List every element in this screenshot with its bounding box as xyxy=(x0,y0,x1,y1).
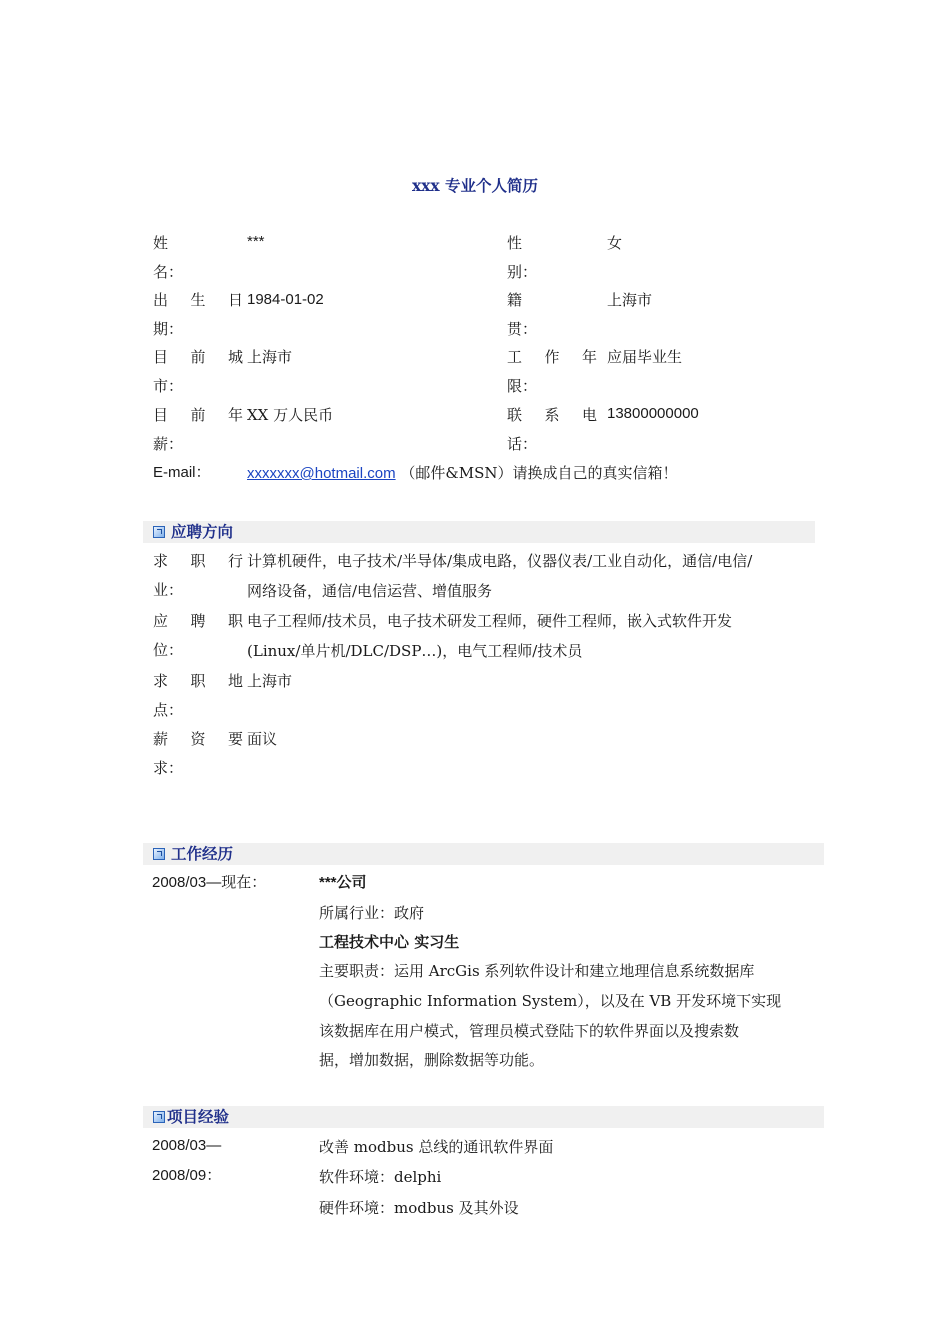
salary-label: 目 前 年 xyxy=(153,406,243,424)
location-label-cont: 点： xyxy=(153,701,184,719)
phone-label: 联 系 电 xyxy=(507,406,597,424)
position-line-2: (Linux/单片机/DLC/DSP…)，电气工程师/技术员 xyxy=(247,642,583,660)
work-header xyxy=(143,843,824,865)
project-name: 改善 modbus 总线的通讯软件界面 xyxy=(319,1138,554,1156)
industry-label-cont: 业： xyxy=(153,581,184,599)
section-arrow-icon xyxy=(153,1111,165,1123)
industry-line-2: 网络设备，通信/电信运营、增值服务 xyxy=(247,582,493,600)
work-years-label-cont: 限： xyxy=(507,377,538,395)
expected-salary-value: 面议 xyxy=(247,730,278,748)
city-label-cont: 市： xyxy=(153,377,184,395)
city-value: 上海市 xyxy=(247,348,293,366)
name-value: *** xyxy=(247,233,265,250)
work-duty-line-2: （Geographic Information System），以及在 VB 开发环境下实现 xyxy=(319,992,782,1010)
salary-value: XX 万人民币 xyxy=(247,406,334,424)
salary-label-cont: 薪： xyxy=(153,435,184,453)
project-software-env: 软件环境：delphi xyxy=(319,1168,442,1186)
email-link[interactable]: xxxxxxx@hotmail.com xyxy=(247,465,396,482)
position-line-1: 电子工程师/技术员，电子技术研发工程师，硬件工程师，嵌入式软件开发 xyxy=(247,612,733,630)
gender-value: 女 xyxy=(607,234,623,252)
project-header xyxy=(143,1106,824,1128)
work-duty-line-3: 该数据库在用户模式，管理员模式登陆下的软件界面以及搜索数 xyxy=(319,1022,740,1040)
work-period: 2008/03—现在： xyxy=(152,874,267,891)
work-duty-line-1: 主要职责：运用 ArcGis 系列软件设计和建立地理信息系统数据库 xyxy=(319,962,755,980)
birth-label: 出 生 日 xyxy=(153,291,243,309)
expected-salary-label-cont: 求： xyxy=(153,759,184,777)
project-period-end: 2008/09： xyxy=(152,1167,222,1184)
phone-value: 13800000000 xyxy=(607,405,699,422)
position-label: 应 聘 职 xyxy=(153,612,243,630)
birth-value: 1984-01-02 xyxy=(247,291,324,308)
work-company: ***公司 xyxy=(319,874,367,891)
job-intent-title: 应聘方向 xyxy=(171,523,234,541)
origin-label-cont: 贯： xyxy=(507,320,538,338)
work-dept-role: 工程技术中心 实习生 xyxy=(319,933,460,951)
name-label: 姓 xyxy=(153,234,169,252)
name-label-cont: 名： xyxy=(153,263,184,281)
expected-salary-label: 薪 资 要 xyxy=(153,730,243,748)
email-label: E-mail： xyxy=(153,464,211,481)
section-arrow-icon xyxy=(153,526,165,538)
job-intent-header xyxy=(143,521,815,543)
email-line xyxy=(247,463,678,484)
resume-title: xxx 专业个人简历 xyxy=(411,176,539,195)
position-label-cont: 位： xyxy=(153,641,184,659)
section-arrow-icon xyxy=(153,848,165,860)
location-label: 求 职 地 xyxy=(153,672,243,690)
work-duty-line-4: 据，增加数据，删除数据等功能。 xyxy=(319,1051,545,1069)
origin-label: 籍 xyxy=(507,291,523,309)
project-title: 项目经验 xyxy=(167,1108,230,1126)
city-label: 目 前 城 xyxy=(153,348,243,366)
birth-label-cont: 期： xyxy=(153,320,184,338)
work-years-value: 应届毕业生 xyxy=(607,348,683,366)
project-period-start: 2008/03— xyxy=(152,1137,222,1154)
phone-label-cont: 话： xyxy=(507,435,538,453)
industry-line-1: 计算机硬件，电子技术/半导体/集成电路，仪器仪表/工业自动化，通信/电信/ xyxy=(247,552,753,570)
email-note: （邮件&MSN）请换成自己的真实信箱！ xyxy=(400,464,678,482)
work-title: 工作经历 xyxy=(171,845,234,863)
gender-label: 性 xyxy=(507,234,523,252)
origin-value: 上海市 xyxy=(607,291,653,309)
project-hardware-env: 硬件环境：modbus 及其外设 xyxy=(319,1199,519,1217)
industry-label: 求 职 行 xyxy=(153,552,243,570)
work-industry: 所属行业：政府 xyxy=(319,904,425,922)
location-value: 上海市 xyxy=(247,672,293,690)
gender-label-cont: 别： xyxy=(507,263,538,281)
work-years-label: 工 作 年 xyxy=(507,348,597,366)
